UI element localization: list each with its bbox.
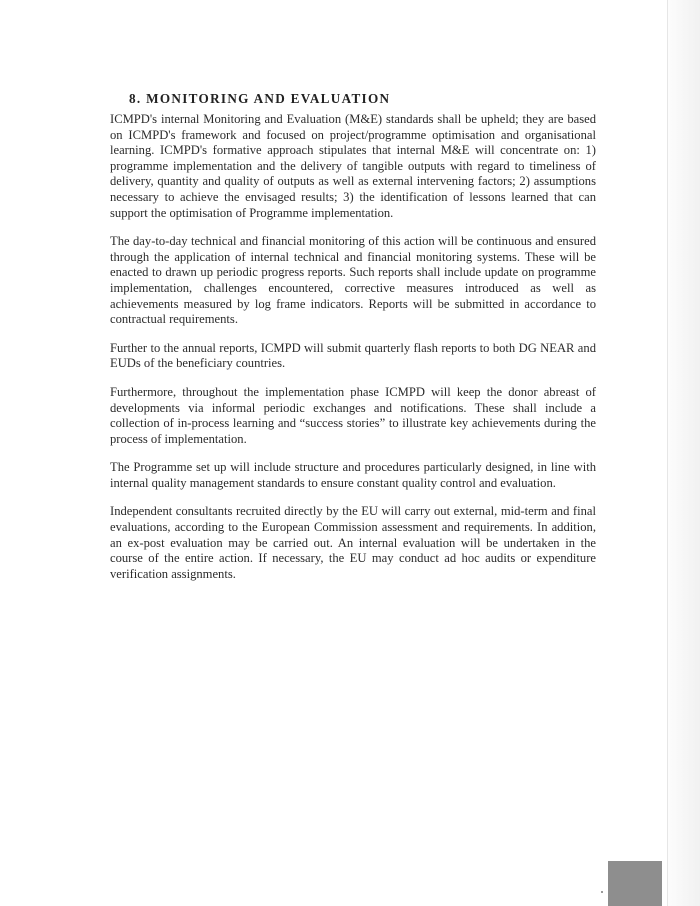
page-right-edge bbox=[667, 0, 700, 906]
section-heading: 8. MONITORING AND EVALUATION bbox=[129, 91, 391, 106]
scan-mark bbox=[601, 891, 603, 893]
paragraph-independent-evaluation: Independent consultants recruited directly by the EU will carry out external, mid-term and final evaluations, according to the European Commission assessment and requirements. In addition, an ex-post evaluation may be carried out. An internal evaluation will be undertaken in the course of the entire action. If necessary, the EU may conduct ad hoc audits or expenditure verification assignments. bbox=[110, 504, 596, 581]
section-content bbox=[110, 91, 596, 582]
paragraph-programme-setup: The Programme set up will include structure and procedures particularly designed, in line with internal quality management standards to ensure constant quality control and evaluation. bbox=[110, 460, 596, 490]
page-corner-tab bbox=[608, 861, 662, 906]
paragraph-internal-me: ICMPD's internal Monitoring and Evaluation (M&E) standards shall be upheld; they are based on ICMPD's framework and focused on project/programme optimisation and organisational learning. ICMPD's formative approach stipulates that internal M&E will concentrate on: 1) programme implementation and the delivery of tangible outputs with regard to timeliness of delivery, quantity and quality of outputs as well as external intervening factors; 2) assumptions necessary to achieve the envisaged results; 3) the identification of lessons learned that can support the optimisation of Programme implementation. bbox=[110, 112, 596, 220]
paragraph-day-to-day-monitoring: The day-to-day technical and financial monitoring of this action will be continuous and ensured through the application of internal technical and financial monitoring systems. These will be enacted to drawn up periodic progress reports. Such reports shall include update on programme implementation, challenges encountered, corrective measures introduced as well as achievements measured by log frame indicators. Reports will be submitted in accordance to contractual requirements. bbox=[110, 234, 596, 327]
paragraph-quarterly-reports: Further to the annual reports, ICMPD will submit quarterly flash reports to both DG NEAR and EUDs of the beneficiary countries. bbox=[110, 340, 596, 371]
paragraph-donor-exchanges: Furthermore, throughout the implementation phase ICMPD will keep the donor abreast of developments via informal periodic exchanges and notifications. These shall include a collection of in-process learning and “success stories” to illustrate key achievements during the process of implementation. bbox=[110, 384, 596, 446]
